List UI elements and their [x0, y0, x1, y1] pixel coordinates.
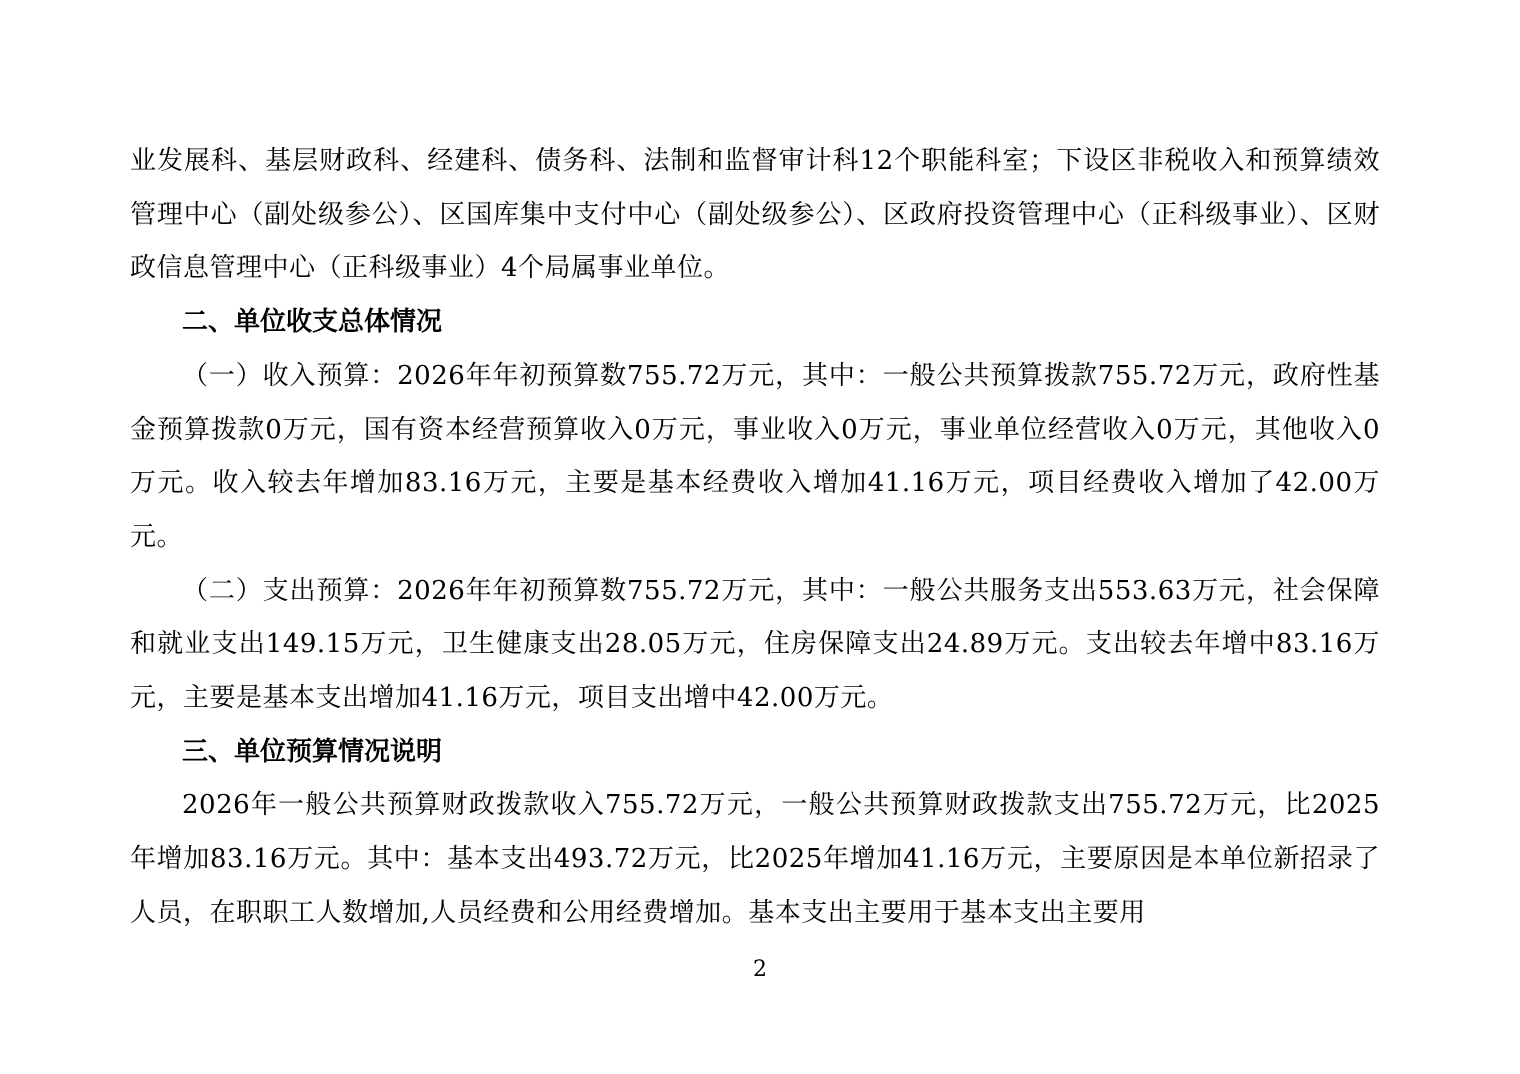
page-number: 2: [753, 957, 767, 982]
paragraph-expenditure-budget: （二）支出预算：2026年年初预算数755.72万元，其中：一般公共服务支出553.63万元，社会保障和就业支出149.15万元，卫生健康支出28.05万元，住房保障支出24.89万元。支出较去年增中83.16万元，主要是基本支出增加41.16万元，项目支出增中42.00万元。: [130, 575, 1380, 714]
section-heading-income-expense-overview: 二、单位收支总体情况: [182, 307, 443, 338]
section-heading-budget-explanation: 三、单位预算情况说明: [182, 736, 443, 767]
paragraph-general-public-budget: 2026年一般公共预算财政拨款收入755.72万元，一般公共预算财政拨款支出755.72万元，比2025年增加83.16万元。其中：基本支出493.72万元，比2025年增加41.16万元，主要原因是本单位新招录了人员，在职职工人数增加,人员经费和公用经费增加。基本支出主要用于基本支出主要用: [130, 790, 1380, 928]
paragraph-org-structure: 业发展科、基层财政科、经建科、债务科、法制和监督审计科12个职能科室；下设区非税收入和预算绩效管理中心（副处级参公）、区国库集中支付中心（副处级参公）、区政府投资管理中心（正科级事业）、区财政信息管理中心（正科级事业）4个局属事业单位。: [130, 146, 1380, 284]
document-body: [130, 135, 1380, 941]
paragraph-income-budget: （一）收入预算：2026年年初预算数755.72万元，其中：一般公共预算拨款755.72万元，政府性基金预算拨款0万元，国有资本经营预算收入0万元，事业收入0万元，事业单位经营收入0万元，其他收入0万元。收入较去年增加83.16万元，主要是基本经费收入增加41.16万元，项目经费收入增加了42.00万元。: [130, 360, 1380, 552]
